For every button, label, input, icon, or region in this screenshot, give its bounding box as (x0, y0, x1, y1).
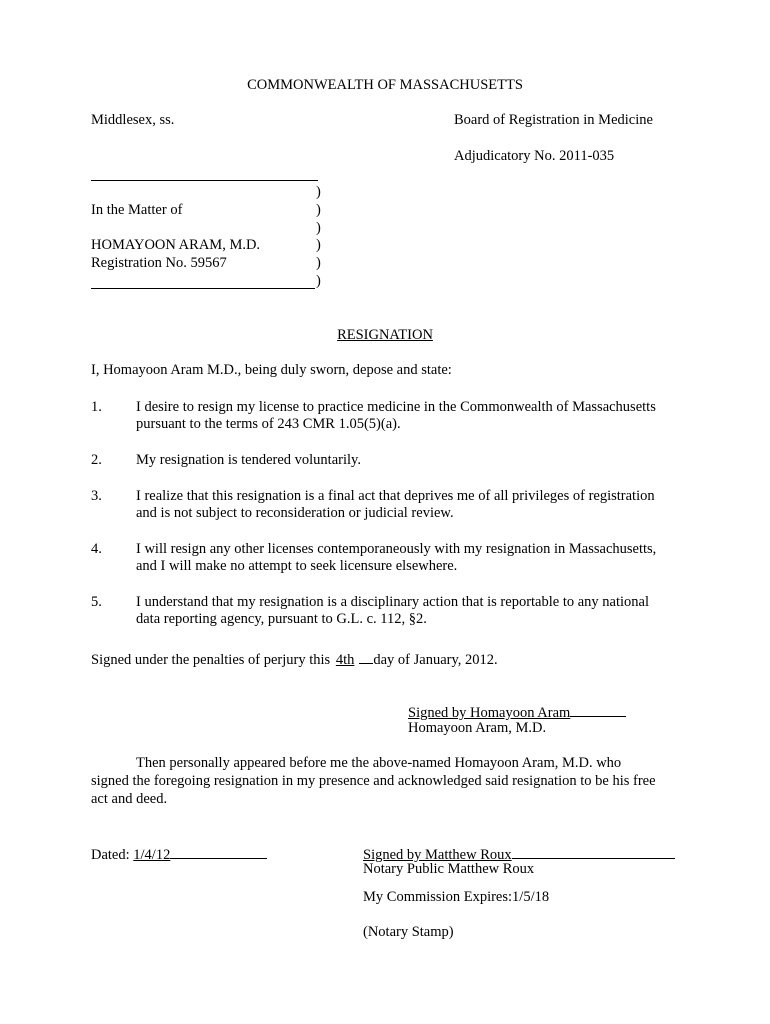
item-text: and I will make no attempt to seek licensure elsewhere. (136, 558, 458, 574)
notary-stamp-placeholder: (Notary Stamp) (363, 924, 454, 940)
item-number: 3. (91, 488, 102, 504)
notary-title: Notary Public Matthew Roux (363, 861, 535, 877)
caption-top-rule (91, 180, 318, 181)
item-text: I desire to resign my license to practice medicine in the Commonwealth of Massachusetts (136, 399, 656, 415)
caption-paren: ) (316, 273, 321, 289)
respondent-name: HOMAYOON ARAM, M.D. (91, 237, 261, 253)
perjury-statement (91, 648, 498, 669)
intro-statement: I, Homayoon Aram M.D., being duly sworn, depose and state: (91, 362, 452, 378)
dated-blank (170, 843, 267, 859)
dated-label: Dated: (91, 847, 130, 863)
acknowledgement-line: act and deed. (91, 791, 168, 807)
respondent-signature: Signed by Homayoon Aram (408, 705, 571, 721)
dated-value: 1/4/12 (133, 847, 171, 863)
item-text: and is not subject to reconsideration or judicial review. (136, 505, 454, 521)
item-text: I understand that my resignation is a disciplinary action that is reportable to any national (136, 594, 650, 610)
notary-signature: Signed by Matthew Roux (363, 847, 512, 863)
respondent-printed-name: Homayoon Aram, M.D. (408, 720, 547, 736)
section-heading: RESIGNATION (337, 327, 433, 343)
notary-signature-blank (512, 843, 675, 859)
item-text: I will resign any other licenses contemporaneously with my resignation in Massachusetts, (136, 541, 657, 557)
caption-paren: ) (316, 202, 321, 218)
registration-number: Registration No. 59567 (91, 255, 227, 271)
adjudicatory-number: Adjudicatory No. 2011-035 (454, 148, 615, 164)
matter-label: In the Matter of (91, 202, 183, 218)
caption-paren: ) (316, 237, 321, 253)
item-number: 2. (91, 452, 102, 468)
perjury-suffix: day of January, 2012. (373, 652, 498, 668)
item-number: 4. (91, 541, 102, 557)
signing-day-blank (359, 648, 373, 664)
county-label: Middlesex, ss. (91, 112, 175, 128)
board-name: Board of Registration in Medicine (454, 112, 653, 128)
commission-expiry: My Commission Expires:1/5/18 (363, 889, 550, 905)
item-text: pursuant to the terms of 243 CMR 1.05(5)(a). (136, 416, 401, 432)
caption-paren: ) (316, 255, 321, 271)
dated-field (91, 843, 267, 864)
document-title: COMMONWEALTH OF MASSACHUSETTS (247, 77, 523, 93)
acknowledgement-line: signed the foregoing resignation in my presence and acknowledged said resignation to be his free (91, 773, 656, 789)
caption-paren: ) (316, 220, 321, 236)
caption-paren: ) (316, 184, 321, 200)
item-text: My resignation is tendered voluntarily. (136, 452, 361, 468)
signing-day: 4th (335, 652, 355, 668)
caption-bottom-rule (91, 288, 315, 289)
item-number: 1. (91, 399, 102, 415)
acknowledgement-line: Then personally appeared before me the above-named Homayoon Aram, M.D. who (136, 755, 622, 771)
item-text: data reporting agency, pursuant to G.L. c. 112, §2. (136, 611, 427, 627)
item-text: I realize that this resignation is a final act that deprives me of all privileges of registration (136, 488, 655, 504)
item-number: 5. (91, 594, 102, 610)
perjury-prefix: Signed under the penalties of perjury this (91, 652, 331, 668)
signature-blank (570, 701, 626, 717)
